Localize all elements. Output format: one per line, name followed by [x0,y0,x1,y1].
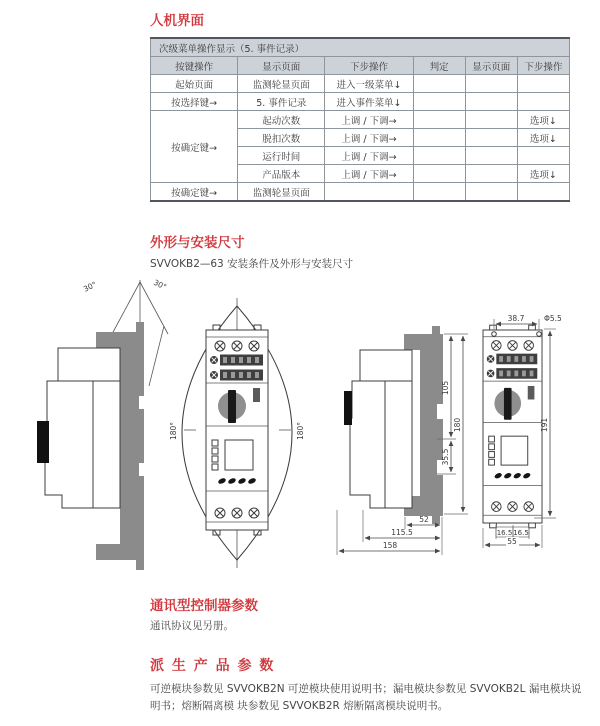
fig-front-view-swing [169,298,305,568]
cell [325,183,413,202]
device-front-view [206,325,268,535]
cell [465,93,517,111]
table-row [151,183,570,202]
cell [517,75,569,93]
cell [413,165,465,183]
cell: 按选择键→ [151,93,238,111]
dimensions-subtitle: SVVOKB2—63 安装条件及外形与安装尺寸 [150,258,354,270]
cell: 选项↓ [517,111,569,129]
dim-height-180: 180 [453,417,462,433]
cell [413,93,465,111]
table-header-row [151,57,570,75]
dim-depth-115-5: 115.5 [391,528,413,537]
col-header: 显示页面 [238,57,325,75]
installation-drawings [25,274,597,576]
cell: 上调 / 下调→ [325,147,413,165]
dim-height-105: 105 [441,380,450,396]
dim-hole-diameter: Φ5.5 [544,314,562,323]
cell: 运行时间 [238,147,325,165]
cell: 选项↓ [517,165,569,183]
col-header: 按键操作 [151,57,238,75]
cell: 按确定键→ [151,183,238,202]
derived-body: 可逆模块参数见 SVVOKB2N 可逆模块使用说明书；漏电模块参数见 SVVOKB2L 漏电模块说明书；熔断隔离模 块参数见 SVVOKB2R 熔断隔离模块说明书。 [150,683,582,712]
cell [413,75,465,93]
section-title-derived: 派 生 产 品 参 数 [150,658,275,674]
cell: 监测轮显页面 [238,183,325,202]
col-header: 下步操作 [325,57,413,75]
submenu-operation-table [150,37,570,202]
section-title-hmi: 人机界面 [150,13,204,29]
cell: 上调 / 下调→ [325,129,413,147]
fig-side-view-left [37,278,168,570]
dim-hole-span: 38.7 [507,314,525,323]
fig-front-view-dimensioned [483,314,562,548]
cell [517,93,569,111]
section-title-comm: 通讯型控制器参数 [150,598,258,614]
col-header: 判定 [413,57,465,75]
cell [413,111,465,129]
cell [517,147,569,165]
fig-side-view-dimensioned [337,326,468,555]
table-row [151,75,570,93]
cell [465,75,517,93]
dim-height-35-5: 35.5 [441,448,450,466]
cell: 脱扣次数 [238,129,325,147]
cell: 监测轮显页面 [238,75,325,93]
cell: 进入事件菜单↓ [325,93,413,111]
cell: 上调 / 下调→ [325,111,413,129]
device-front-view [483,325,542,528]
cell: 产品版本 [238,165,325,183]
dim-angle-right: 30° [152,277,168,292]
table-row [151,111,570,129]
cell: 5. 事件记录 [238,93,325,111]
col-header: 显示页面 [465,57,517,75]
table-title: 次级菜单操作显示（5. 事件记录） [151,38,570,57]
section-title-dimensions: 外形与安装尺寸 [150,235,245,251]
cell: 进入一级菜单↓ [325,75,413,93]
dim-rotation-right: 180° [296,421,305,441]
cell: 上调 / 下调→ [325,165,413,183]
comm-body: 通讯协议见另册。 [150,620,234,632]
col-header: 下步操作 [517,57,569,75]
merged-key-cell: 按确定键→ [151,111,238,183]
cell [465,129,517,147]
cell: 起动次数 [238,111,325,129]
dim-height-191: 191 [540,417,549,433]
dim-rotation-left: 180° [169,421,178,441]
cell: 起始页面 [151,75,238,93]
dim-pitch-right: 16.5 [513,529,529,537]
dim-width-55: 55 [507,537,517,546]
cell [517,183,569,202]
table-row [151,93,570,111]
dim-depth-158: 158 [382,541,398,550]
dim-pitch-left: 16.5 [496,529,513,537]
cell [465,147,517,165]
cell [413,147,465,165]
cell [465,165,517,183]
cell [465,183,517,202]
cell [413,129,465,147]
cell: 选项↓ [517,129,569,147]
cell [413,183,465,202]
dim-angle-left: 30° [82,279,98,294]
dim-depth-52: 52 [419,515,429,524]
cell [465,111,517,129]
